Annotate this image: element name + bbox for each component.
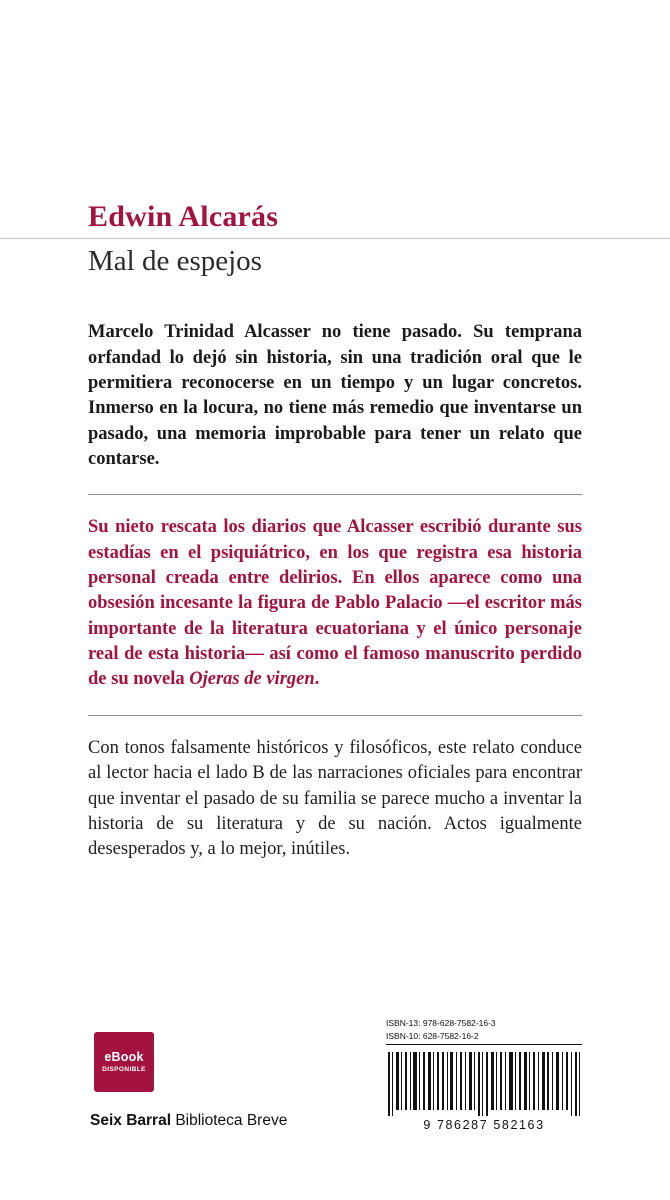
- isbn13-line: ISBN-13: 978-628-7582-16-3: [386, 1018, 496, 1029]
- barcode-digits: 9 786287 582163: [423, 1118, 545, 1132]
- ebook-badge-line1: eBook: [104, 1050, 144, 1065]
- cover-footer: [88, 1014, 582, 1144]
- blurb-paragraph-3: Con tonos falsamente históricos y filosóficos, este relato conduce al lector hacia el lado B de las narraciones oficiales para encontrar que inventar el pasado de su familia se parece mucho a inventar la historia de su literatura y de su nación. Actos igualmente desesperados y, a lo mejor, inútiles.: [88, 737, 582, 860]
- isbn-block: [386, 1017, 582, 1138]
- isbn10-line: ISBN-10: 628-7582-16-2: [386, 1030, 479, 1041]
- barcode-bars-icon: [386, 1052, 582, 1116]
- blurb-paragraph-2: [88, 515, 582, 692]
- blurb-paragraph-2-italic-title: Ojeras de virgen: [189, 669, 315, 690]
- blurb-divider-1: [88, 494, 582, 495]
- ebook-badge-line2: DISPONIBLE: [102, 1066, 146, 1074]
- blurb-paragraph-2-part2: .: [314, 669, 320, 690]
- blurb-paragraph-2-part1: Su nieto rescata los diarios que Alcasser escribió durante sus estadías en el psiquiátrico, en los que registra esa historia personal creada entre delirios. En ellos aparece como una obsesión incesante la figura de Pablo Palacio —el escritor más importante de la literatura ecuatoriana y el único personaje real de esta historia— así como el famoso manuscrito perdido de su novela: [88, 517, 582, 690]
- ebook-available-badge: [94, 1032, 154, 1092]
- barcode: [386, 1052, 582, 1138]
- blurb-divider-2: [88, 715, 582, 716]
- author-name-wrap: [88, 200, 582, 233]
- blurb-paragraph-1: Marcelo Trinidad Alcasser no tiene pasado. Su temprana orfandad lo dejó sin historia, sin una tradición oral que le permitiera reconocerse en un tiempo y un lugar concretos. Inmerso en la locura, no tiene más remedio que inventarse un pasado, una memoria improbable para tener un relato que contarse.: [88, 322, 582, 470]
- cover-content: [88, 200, 582, 863]
- author-name: Edwin Alcarás: [88, 200, 288, 233]
- collection-name: Biblioteca Breve: [175, 1112, 288, 1129]
- book-title: Mal de espejos: [88, 245, 262, 277]
- isbn-text-lines: [386, 1017, 582, 1045]
- blurb-section: [88, 320, 582, 862]
- publisher-imprint: [90, 1112, 287, 1130]
- publisher-name: Seix Barral: [90, 1112, 171, 1129]
